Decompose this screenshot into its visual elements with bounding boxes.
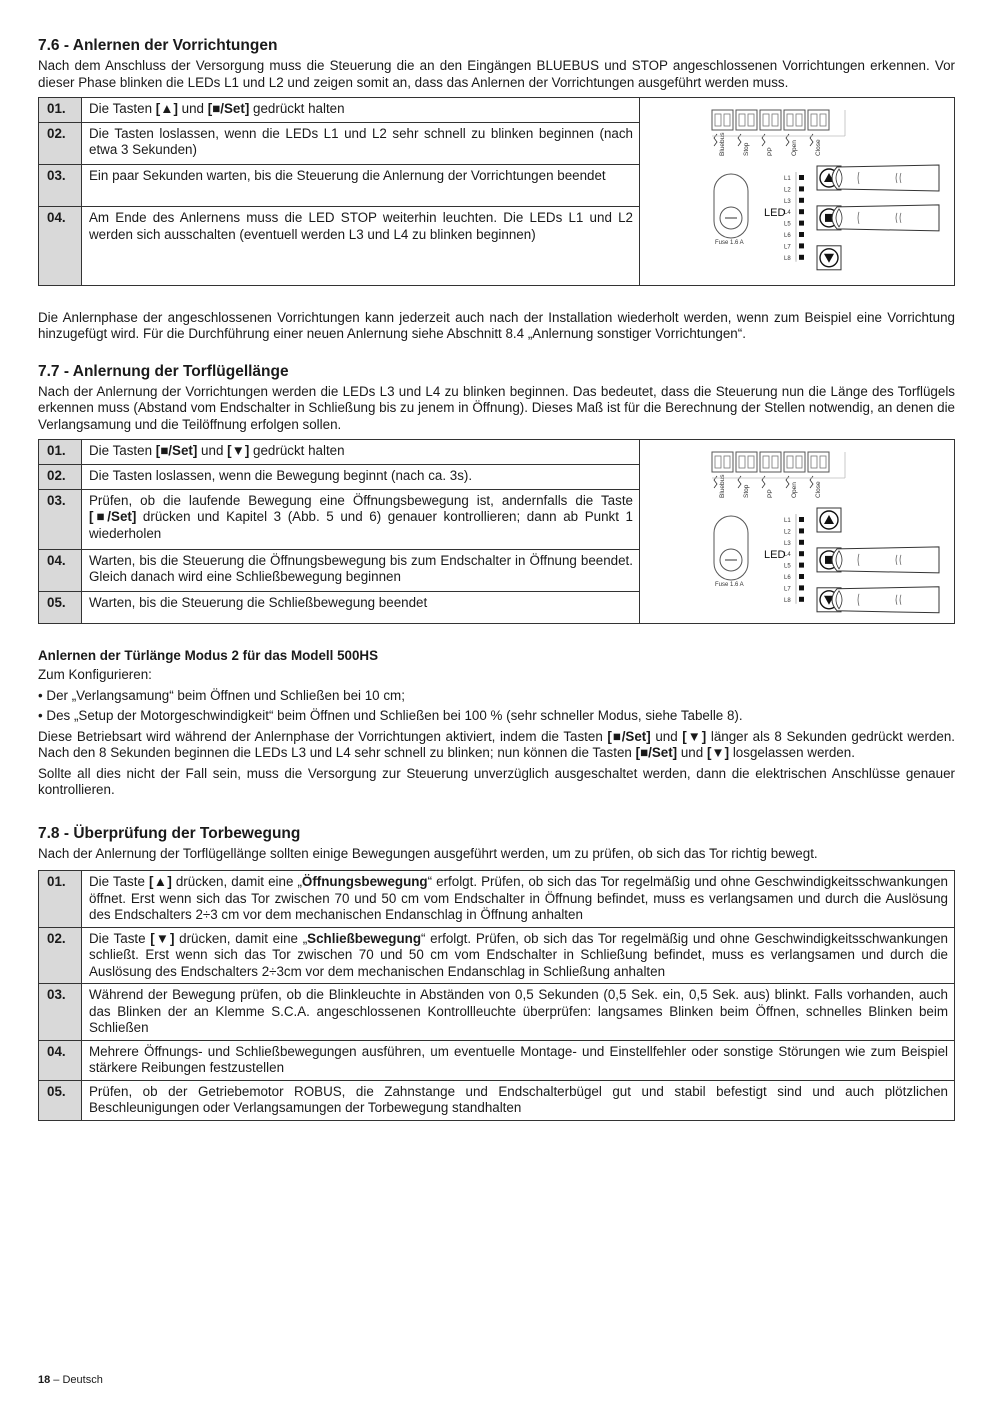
step-text: Warten, bis die Steuerung die Öffnungsbewegung bis zum Endschalter in Öffnung beendet. Gleich danach wird eine Schließbewegung beginnen [82, 549, 640, 592]
step-text: Die Tasten [■/Set] und [▼] gedrückt halten [82, 440, 640, 465]
section-7-8 [38, 824, 955, 1121]
mode2-section [38, 648, 955, 799]
terminal-label: Stop [743, 484, 750, 498]
led-label: L7 [784, 244, 791, 251]
paragraph: Diese Betriebsart wird während der Anlernphase der Vorrichtungen aktiviert, indem die Tasten [■/Set] und [▼] länger als 8 Sekunden gedrückt werden. Nach den 8 Sekunden beginnen die LEDs L3 und L4 sehr schnell zu blinken; nun können die Tasten [■/Set] und [▼] losgelassen werden. [38, 728, 955, 760]
fuse-label: Fuse 1.6 A [715, 240, 744, 246]
led-indicator [799, 243, 804, 248]
step-text: Am Ende des Anlernens muss die LED STOP weiterhin leuchten. Die LEDs L1 und L2 werden sich ausschalten (eventuell werden L3 und L4 zu blinken beginnen) [82, 207, 640, 285]
step-text: Ein paar Sekunden warten, bis die Steuerung die Anlernung der Vorrichtungen beendet [82, 164, 640, 206]
step-number: 02. [39, 464, 82, 489]
finger-icon [832, 205, 939, 231]
led-label: L3 [784, 198, 791, 205]
step-number: 03. [39, 984, 82, 1041]
terminal-label: PP [767, 489, 774, 498]
led-indicator [799, 574, 804, 579]
led-label: L4 [784, 210, 791, 217]
led-indicator [799, 597, 804, 602]
led-label: L8 [784, 255, 791, 262]
led-indicator [799, 209, 804, 214]
paragraph: Sollte all dies nicht der Fall sein, muss die Versorgung zur Steuerung unverzüglich ausgeschaltet werden, dann die elektrischen Anschlüsse genauer kontrollieren. [38, 765, 955, 797]
step-number: 04. [39, 207, 82, 285]
section-7-7 [38, 362, 955, 624]
control-panel-figure [640, 440, 955, 624]
step-text: Die Taste [▲] drücken, damit eine „Öffnungsbewegung“ erfolgt. Prüfen, ob sich das Tor regelmäßig und ohne Geschwindigkeitsschwankungen öffnet. Erst wenn sich das Tor zwischen 70 und 50 cm vom Endschalter in Öffnung befindet, muss es verlangsamen und durch die Auslösung des Endschalters 2÷3 cm vor dem mechanischen Endanschlag in Öffnung anhalten [82, 871, 955, 928]
steps-table [38, 870, 955, 1121]
section-title: 7.6 - Anlernen der Vorrichtungen [38, 37, 278, 54]
terminal-label: PP [767, 147, 774, 156]
terminal-label: Bluebus [719, 474, 726, 498]
step-text: Warten, bis die Steuerung die Schließbewegung beendet [82, 592, 640, 623]
led-label: L2 [784, 529, 791, 536]
led-indicator [799, 528, 804, 533]
control-panel-diagram [640, 440, 954, 618]
section-intro: Nach der Anlernung der Torflügellänge sollten einige Bewegungen ausgeführt werden, um zu prüfen, ob sich das Tor richtig bewegt. [38, 845, 818, 861]
bullet-item: • Des „Setup der Motorgeschwindigkeit“ beim Öffnen und Schließen bei 100 % (sehr schneller Modus, siehe Tabelle 8). [38, 708, 743, 723]
step-text: Prüfen, ob die laufende Bewegung eine Öffnungsbewegung ist, andernfalls die Taste [■/Set] drücken und Kapitel 3 (Abb. 5 und 6) genauer kontrollieren; dann ab Punkt 1 wiederholen [82, 489, 640, 549]
section-title: 7.8 - Überprüfung der Torbewegung [38, 824, 301, 842]
led-indicator [799, 198, 804, 203]
step-number: 05. [39, 1080, 82, 1120]
step-number: 04. [39, 1040, 82, 1080]
led-title: LED [764, 549, 786, 562]
steps-table [38, 97, 955, 286]
page-number: 18 [38, 1374, 51, 1386]
led-label: L4 [784, 552, 791, 559]
step-number: 02. [39, 122, 82, 164]
step-number: 01. [39, 440, 82, 465]
step-text: Prüfen, ob der Getriebemotor ROBUS, die Zahnstange und Endschalterbügel gut und stabil befestigt sind und auch plötzlichen Beschleunigungen oder Verlangsamungen der Torbewegung standhalten [82, 1080, 955, 1120]
step-number: 01. [39, 871, 82, 928]
finger-icon [832, 165, 939, 191]
step-number: 03. [39, 164, 82, 206]
section-outro: Die Anlernphase der angeschlossenen Vorrichtungen kann jederzeit auch nach der Installation wiederholt werden, wenn zum Beispiel eine Vorrichtung hinzugefügt wird. Für die Durchführung einer neuen Anlernung siehe Abschnitt 8.4 „Anlernung sonstiger Vorrichtungen“. [38, 309, 955, 341]
table-row [39, 1040, 955, 1080]
led-indicator [799, 585, 804, 590]
step-text: Mehrere Öffnungs- und Schließbewegungen ausführen, um eventuelle Montage- und Einstellfehler oder sonstige Störungen wie zum Beispiel stärkere Reibungen festzustellen [82, 1040, 955, 1080]
led-indicator [799, 551, 804, 556]
led-label: L8 [784, 597, 791, 604]
step-number: 02. [39, 927, 82, 984]
page-footer [38, 1372, 103, 1389]
terminal-label: Bluebus [719, 132, 726, 156]
led-title: LED [764, 207, 786, 220]
step-number: 01. [39, 98, 82, 123]
terminal-label: Close [815, 139, 822, 156]
led-label: L5 [784, 563, 791, 570]
led-label: L5 [784, 221, 791, 228]
section-intro: Nach dem Anschluss der Versorgung muss die Steuerung die an den Eingängen BLUEBUS und STOP angeschlossenen Vorrichtungen erkennen. Vor dieser Phase blinken die LEDs L1 und L2 und zeigen somit an, dass das Anlernen der Vorrichtungen ausgeführt werden muss. [38, 58, 955, 90]
paragraph: Zum Konfigurieren: [38, 667, 152, 682]
step-text: Während der Bewegung prüfen, ob die Blinkleuchte in Abständen von 0,5 Sekunden (0,5 Sek. ein, 0,5 Sek. aus) blinkt. Falls vorhanden, auch das Blinken der an Klemme S.C.A. angeschlossenen Kontrollleuchte überprüfen: langsames Blinken beim Öffnen, schnelles Blinken beim Schließen [82, 984, 955, 1041]
section-intro: Nach der Anlernung der Vorrichtungen werden die LEDs L3 und L4 zu blinken beginnen. Das bedeutet, dass die Steuerung nun die Länge des Torflügels erkennen muss (Abstand vom Endschalter in Schließung bis zu jenem in Öffnung). Dieses Maß ist für die Berechnung der Stellen notwendig, an denen die Verlangsamung und die Teilöffnung erfolgen sollen. [38, 383, 955, 432]
finger-icon [832, 547, 939, 573]
step-text: Die Taste [▼] drücken, damit eine „Schließbewegung“ erfolgt. Prüfen, ob sich das Tor regelmäßig und ohne Geschwindigkeitsschwankungen schließt. Erst wenn sich das Tor zwischen 70 und 50 cm vom Endschalter in Schließung befindet, muss es verlangsamen und durch die Auslösung des Endschalters 2÷3cm vor dem mechanischen Endanschlag in Schließung anhalten [82, 927, 955, 984]
bullet-item: • Der „Verlangsamung“ beim Öffnen und Schließen bei 10 cm; [38, 687, 405, 703]
section-7-6 [38, 36, 955, 343]
step-number: 03. [39, 489, 82, 549]
led-label: L3 [784, 540, 791, 547]
led-indicator [799, 540, 804, 545]
table-row [39, 1080, 955, 1120]
terminal-label: Open [791, 482, 798, 498]
control-panel-diagram [640, 98, 954, 280]
led-indicator [799, 175, 804, 180]
led-label: L2 [784, 187, 791, 194]
step-number: 05. [39, 592, 82, 623]
section-title: 7.7 - Anlernung der Torflügellänge [38, 362, 289, 380]
led-indicator [799, 186, 804, 191]
step-text: Die Tasten [▲] und [■/Set] gedrückt halten [82, 98, 640, 123]
table-row [39, 98, 955, 123]
table-row [39, 984, 955, 1041]
subsection-title: Anlernen der Türlänge Modus 2 für das Modell 500HS [38, 647, 379, 663]
step-text: Die Tasten loslassen, wenn die LEDs L1 und L2 sehr schnell zu blinken beginnen (nach etwa 3 Sekunden) [82, 122, 640, 164]
led-label: L6 [784, 233, 791, 239]
led-indicator [799, 563, 804, 568]
led-indicator [799, 255, 804, 260]
control-panel-figure [640, 98, 955, 286]
finger-icon [832, 587, 939, 613]
led-label: L1 [784, 518, 791, 524]
led-indicator [799, 517, 804, 522]
led-label: L6 [784, 575, 791, 581]
led-label: L7 [784, 586, 791, 593]
terminal-label: Stop [743, 142, 750, 156]
step-text: Die Tasten loslassen, wenn die Bewegung beginnt (nach ca. 3s). [82, 464, 640, 489]
table-row [39, 440, 955, 465]
terminal-label: Close [815, 481, 822, 498]
steps-table [38, 439, 955, 624]
step-number: 04. [39, 549, 82, 592]
fuse-label: Fuse 1.6 A [715, 582, 744, 588]
led-indicator [799, 221, 804, 226]
terminal-label: Open [791, 140, 798, 156]
table-row [39, 871, 955, 928]
table-row [39, 927, 955, 984]
led-indicator [799, 232, 804, 237]
footer-language: – Deutsch [50, 1374, 103, 1386]
led-label: L1 [784, 176, 791, 182]
